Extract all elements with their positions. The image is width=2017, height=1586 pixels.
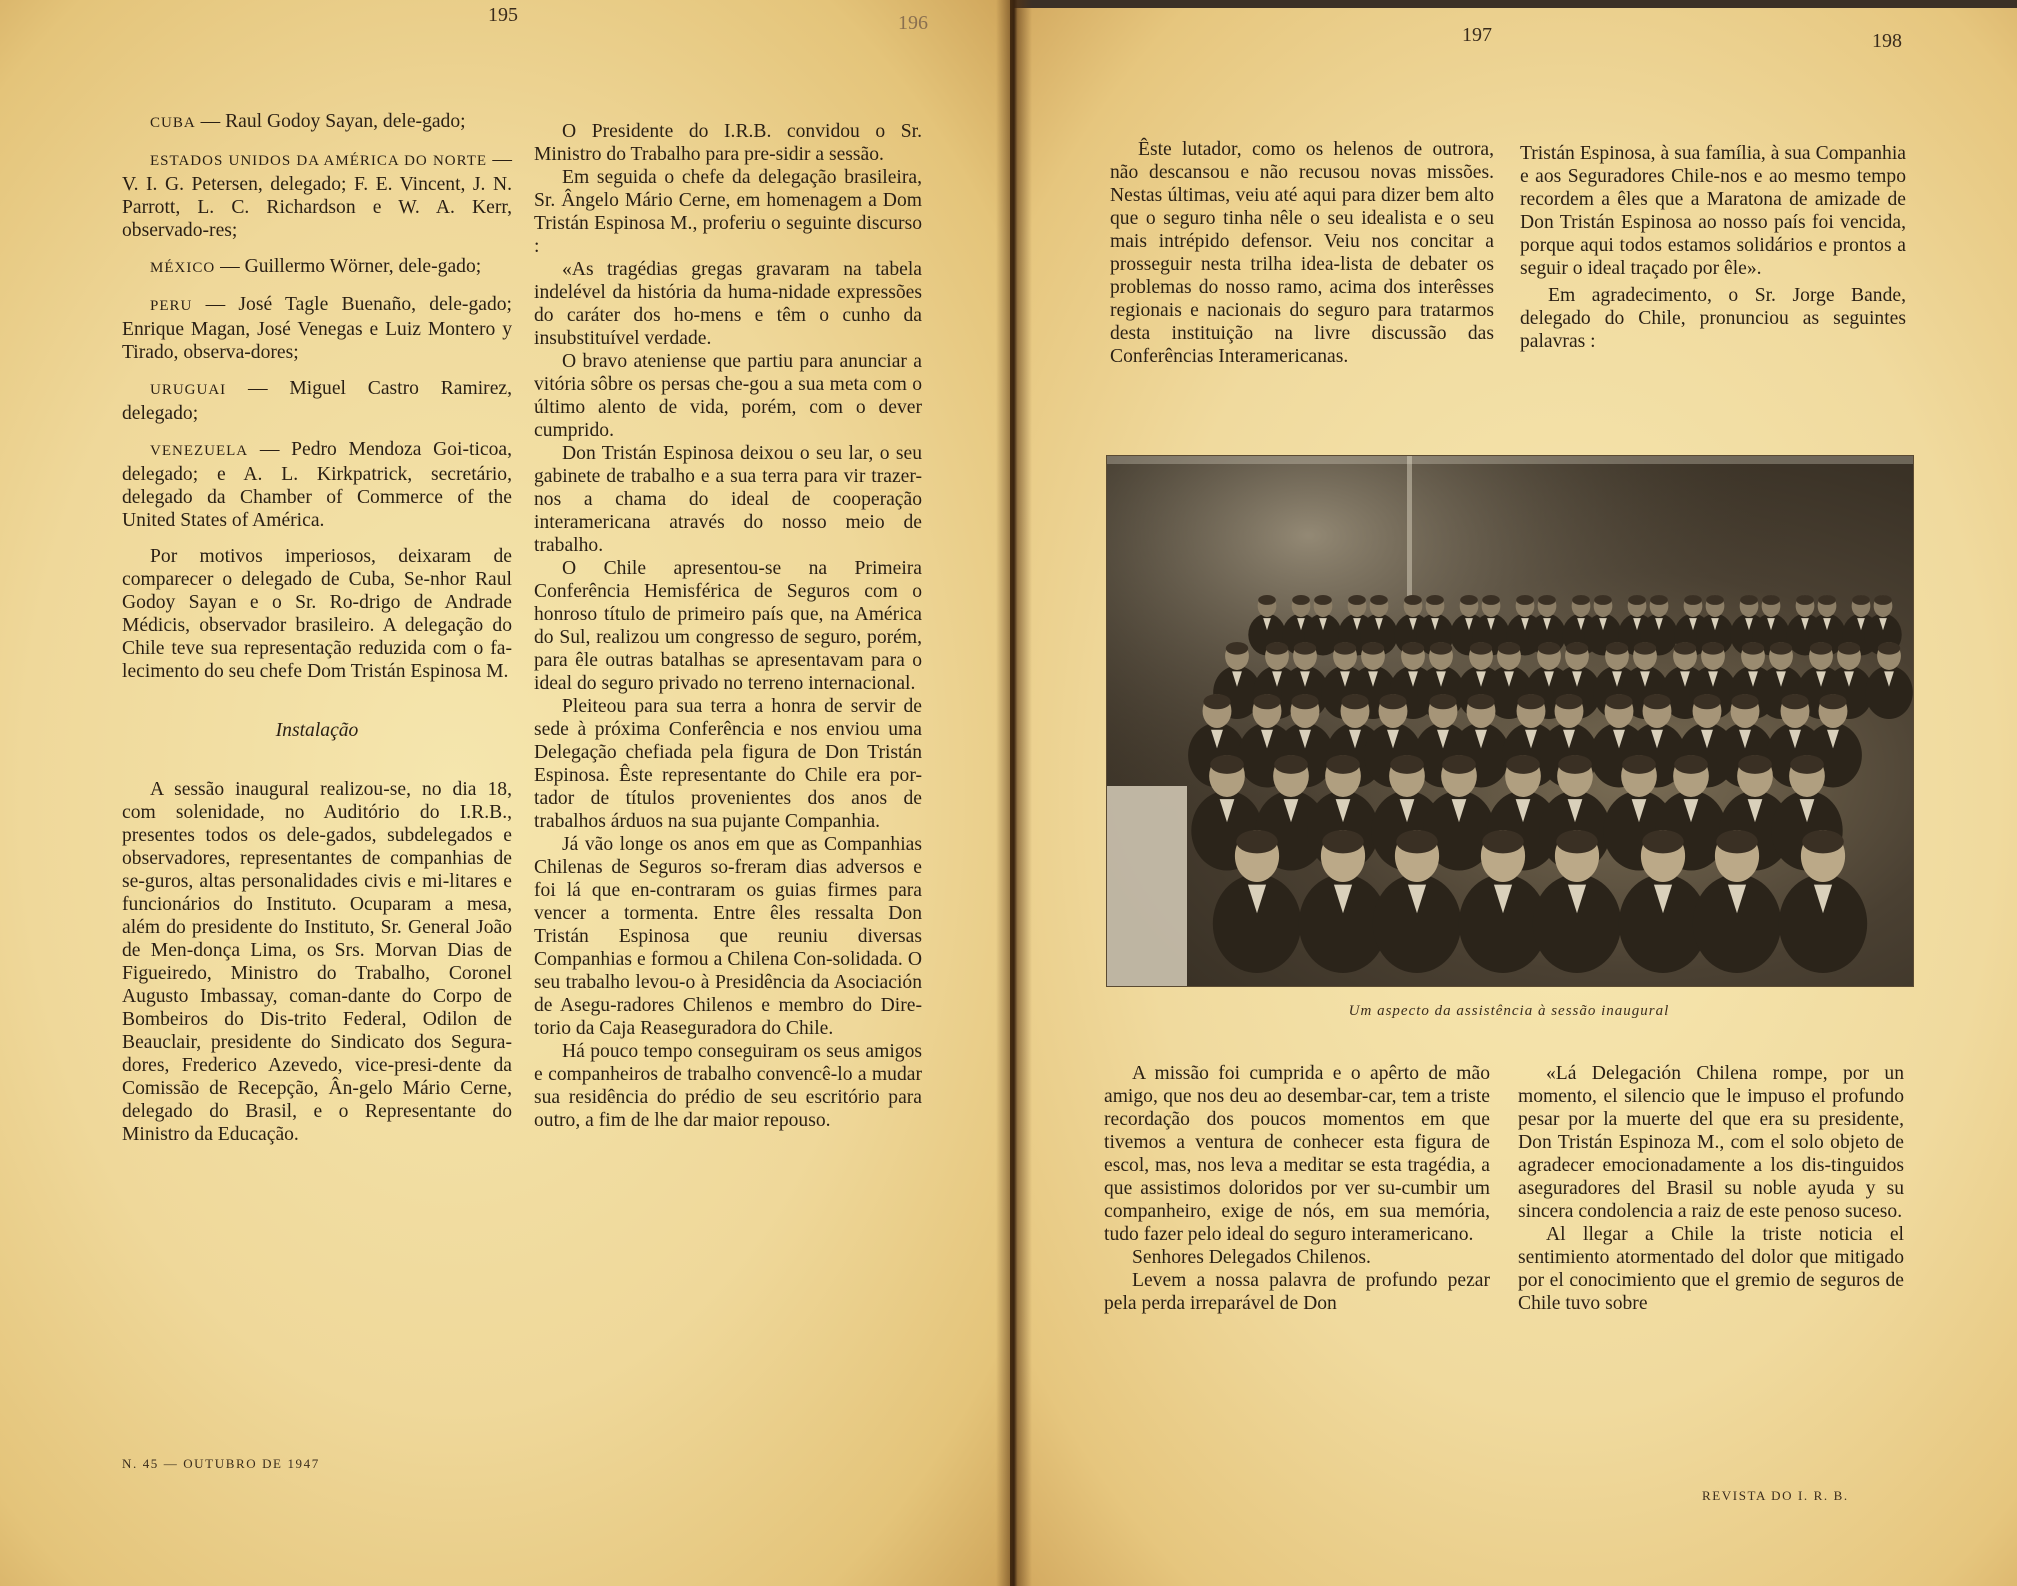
audience-hair	[1674, 755, 1708, 774]
audience-hair	[1790, 755, 1824, 774]
audience-hair	[1874, 595, 1892, 605]
delegation-text: — Raul Godoy Sayan, dele-gado;	[200, 111, 466, 132]
paragraph: Senhores Delegados Chilenos.	[1132, 1247, 1371, 1268]
photo-audience	[1106, 455, 1914, 987]
audience-hair	[1482, 830, 1524, 853]
audience-hair	[1390, 755, 1424, 774]
paragraph-session: A sessão inaugural realizou-se, no dia 18, com solenidade, no Auditório do I.R.B., presentes todos os dele-gados, subdelegados e observadores, representantes de companhias de se-guros, altas personalidades civis e mi-litares e funcionários do Instituto. Ocuparam a mesa, além do presidente do Instituto, Sr. General João de Men-donça Lima, os Srs. Morvan Dias de Figueiredo, Ministro do Trabalho, Coronel Augusto Imbassay, coman-dante do Corpo de Bombeiros do Dis-trito Federal, Odilon de Beauclair, presidente do Sindicato dos Segura-dores, Frederico Azevedo, vice-presi-dente da Comissão de Recepção, Ân-gelo Mário Cerne, delegado do Brasil, e o Representante do Ministro da Educação.	[122, 779, 512, 1145]
page-number-195: 195	[488, 4, 518, 26]
delegation-peru	[122, 293, 512, 364]
audience-hair	[1266, 642, 1288, 655]
audience-hair	[1796, 595, 1814, 605]
audience-hair	[1517, 694, 1544, 709]
audience-hair	[1693, 694, 1720, 709]
paragraph: «Lá Delegación Chilena rompe, por un momento, el silencio que le impuso el profundo pesar por la muerte del que era su presidente, Don Tristán Espinoza M., com el solo objeto de agradecer emocionadamente a los dis-tinguidos aseguradores del Brasil su noble ayuda y su sincera condolencia a raiz de este penoso suceso.	[1518, 1063, 1904, 1222]
delegation-cuba	[122, 110, 512, 135]
paragraph: Tristán Espinosa, à sua família, à sua Companhia e aos Seguradores Chile-nos e ao mesmo tempo recordem a êles que a Maratona de amizade de Don Tristán Espinosa ao nosso país foi vencida, porque aqui todos estamos solidários e prontos a seguir o ideal traçado por êle».	[1520, 143, 1906, 279]
audience-hair	[1838, 642, 1860, 655]
paragraph: Em seguida o chefe da delegação brasileira, Sr. Ângelo Mário Cerne, em homenagem a Dom Tristán Espinosa M., proferiu o seguinte discurso :	[534, 167, 922, 257]
paragraph-absences: Por motivos imperiosos, deixaram de comparecer o delegado de Cuba, Se-nhor Raul Godoy Sayan e o Sr. Ro-drigo de Andrade Médicis, observador brasileiro. A delegação do Chile teve sua representação reduzida com o fa-lecimento do seu chefe Dom Tristán Espinosa M.	[122, 546, 512, 682]
audience-hair	[1370, 595, 1388, 605]
audience-hair	[1556, 830, 1598, 853]
page-number-197: 197	[1462, 24, 1492, 46]
audience-hair	[1291, 694, 1318, 709]
column-2	[534, 120, 922, 1132]
column-4	[1520, 142, 1906, 353]
paragraph: Há pouco tempo conseguiram os seus amigos e companheiros de trabalho convencê-lo a mudar sua residência do prédio de seu escritório para outro, a fim de lhe dar maior repouso.	[534, 1041, 922, 1131]
audience-hair	[1467, 694, 1494, 709]
audience-hair	[1470, 642, 1492, 655]
column-1	[122, 110, 512, 1159]
audience-hair	[1802, 830, 1844, 853]
audience-hair	[1781, 694, 1808, 709]
delegation-mexico	[122, 255, 512, 280]
audience-hair	[1292, 595, 1310, 605]
audience-hair	[1482, 595, 1500, 605]
audience-hair	[1606, 642, 1628, 655]
delegation-text: — Pedro Mendoza Goi-ticoa, delegado; e A. L. Kirkpatrick, secretário, delegado da Chamber of Commerce of the United States of América.	[122, 439, 512, 531]
delegation-uruguai	[122, 377, 512, 425]
audience-hair	[1742, 642, 1764, 655]
audience-hair	[1819, 694, 1846, 709]
country-label: ESTADOS UNIDOS DA AMÉRICA DO NORTE	[150, 153, 488, 169]
audience-hair	[1555, 694, 1582, 709]
audience-hair	[1740, 595, 1758, 605]
country-label: VENEZUELA	[150, 443, 249, 459]
audience-hair	[1460, 595, 1478, 605]
audience-hair	[1203, 694, 1230, 709]
delegation-eua	[122, 148, 512, 242]
audience-hair	[1878, 642, 1900, 655]
audience-hair	[1770, 642, 1792, 655]
column-5	[1104, 1062, 1490, 1315]
country-label: PERU	[150, 298, 193, 314]
audience-hair	[1642, 830, 1684, 853]
audience-hair	[1706, 595, 1724, 605]
delegation-text: — V. I. G. Petersen, delegado; F. E. Vincent, J. N. Parrott, L. C. Richardson e W. A. Kerr, observado-res;	[122, 149, 512, 241]
section-heading-instalacao: Instalação	[275, 720, 359, 741]
audience-hair	[1594, 595, 1612, 605]
audience-hair	[1716, 830, 1758, 853]
audience-hair	[1341, 694, 1368, 709]
audience-hair	[1566, 642, 1588, 655]
audience-hair	[1236, 830, 1278, 853]
audience-hair	[1634, 642, 1656, 655]
paragraph: Em agradecimento, o Sr. Jorge Bande, delegado do Chile, pronunciou as seguintes palavras :	[1520, 285, 1906, 352]
paragraph: O Chile apresentou-se na Primeira Conferência Hemisférica de Seguros com o honroso título de primeiro país que, na América do Sul, realizou um congresso de seguro, porém, para êle outras batalhas se apresentavam para o ideal do seguro privado no terreno internacional.	[534, 558, 922, 694]
audience-hair	[1731, 694, 1758, 709]
page-number-196: 196	[898, 12, 928, 34]
audience-hair	[1322, 830, 1364, 853]
audience-hair	[1404, 595, 1422, 605]
delegation-venezuela	[122, 438, 512, 532]
audience-hair	[1396, 830, 1438, 853]
audience-hair	[1430, 642, 1452, 655]
paragraph: Já vão longe os anos em que as Companhias Chilenas de Seguros so-freram dias adversos e foi lá que en-contraram os guias firmes para vencer a tormenta. Entre êles ressalta Don Tristán Espinosa que reuniu diversas Companhias e formou a Chilena Con-solidada. O seu trabalho levou-o à Presidência da Asociación de Asegu-radores Chilenos e membro do Dire-torio da Caja Reaseguradora do Chile.	[534, 834, 922, 1039]
audience-hair	[1426, 595, 1444, 605]
paragraph: Levem a nossa palavra de profundo pezar pela perda irreparável de Don	[1104, 1270, 1490, 1314]
audience-hair	[1643, 694, 1670, 709]
audience-hair	[1628, 595, 1646, 605]
paragraph: O Presidente do I.R.B. convidou o Sr. Ministro do Trabalho para pre-sidir a sessão.	[534, 121, 922, 165]
audience-hair	[1314, 595, 1332, 605]
audience-hair	[1538, 595, 1556, 605]
book-gutter	[996, 0, 1032, 1586]
audience-hair	[1379, 694, 1406, 709]
photo-caption: Um aspecto da assistência à sessão inaugural	[1348, 1003, 1670, 1019]
paragraph: Pleiteou para sua terra a honra de servir de sede à próxima Conferência e nos enviou uma Delegação chefiada pela figura de Don Tristán Espinosa. Êste representante do Chile era por-tador de títulos provenientes dos anos de trabalhos árduos na sua pujante Companhia.	[534, 696, 922, 832]
audience-hair	[1506, 755, 1540, 774]
paragraph: A missão foi cumprida e o apêrto de mão amigo, que nos deu ao desembar-car, tem a triste recordação dos poucos momentos em que tivemos a ventura de conhecer esta figura de escol, mas, nos leva a meditar se esta tragédia, a que assistimos doloridos por ver su-cumbir um companheiro, exige de nós, em sua memória, tudo fazer pelo ideal do seguro interamericano.	[1104, 1063, 1490, 1245]
audience-hair	[1362, 642, 1384, 655]
audience-hair	[1572, 595, 1590, 605]
audience-hair	[1762, 595, 1780, 605]
audience-hair	[1429, 694, 1456, 709]
audience-hair	[1650, 595, 1668, 605]
audience-hair	[1253, 694, 1280, 709]
audience-hair	[1442, 755, 1476, 774]
delegation-text: — José Tagle Buenaño, dele-gado; Enrique Magan, José Venegas e Luiz Montero y Tirado, observa-dores;	[122, 294, 512, 363]
audience-hair	[1605, 694, 1632, 709]
paragraph: Al llegar a Chile la triste noticia el sentimiento atormentado del dolor que mitigado por el conocimiento que el gremio de seguros de Chile tuvo sobre	[1518, 1224, 1904, 1314]
audience-hair	[1258, 595, 1276, 605]
paragraph: Don Tristán Espinosa deixou o seu lar, o seu gabinete de trabalho e a sua terra para vir trazer-nos a chama do ideal de cooperação interamericana através do nosso meio de trabalho.	[534, 443, 922, 556]
country-label: MÉXICO	[150, 260, 216, 276]
audience-hair	[1674, 642, 1696, 655]
audience-hair	[1294, 642, 1316, 655]
paragraph: «As tragédias gregas gravaram na tabela indelével da história da huma-nidade expressões do caráter dos ho-mens e têm o cunho da insubstituível verdade.	[534, 259, 922, 349]
audience-hair	[1402, 642, 1424, 655]
audience-hair	[1558, 755, 1592, 774]
audience-hair	[1498, 642, 1520, 655]
audience-hair	[1622, 755, 1656, 774]
audience-hair	[1516, 595, 1534, 605]
audience-hair	[1326, 755, 1360, 774]
footer-issue: N. 45 — OUTUBRO DE 1947	[122, 1456, 320, 1471]
audience-hair	[1810, 642, 1832, 655]
delegation-text: — Miguel Castro Ramirez, delegado;	[122, 378, 513, 424]
column-3	[1110, 138, 1494, 368]
column-6	[1518, 1062, 1904, 1315]
country-label: CUBA	[150, 115, 196, 131]
audience-hair	[1274, 755, 1308, 774]
audience-hair	[1702, 642, 1724, 655]
page-number-198: 198	[1872, 30, 1902, 52]
audience-hair	[1684, 595, 1702, 605]
paragraph: O bravo ateniense que partiu para anunciar a vitória sôbre os persas che-gou a sua meta com o último alento de vida, porém, com o dever cumprido.	[534, 351, 922, 441]
audience-photo-drawing	[1107, 456, 1913, 986]
delegation-text: — Guillermo Wörner, dele-gado;	[220, 256, 482, 277]
book-top-edge	[1014, 0, 2017, 8]
paragraph: Êste lutador, como os helenos de outrora, não descansou e não recusou novas missões. Nestas últimas, veiu até aqui para dizer bem alto que o seguro tinha nêle o seu idealista e o seu mais intrépido defensor. Veiu nos concitar a prosseguir nesta trilha idea-lista de debater os problemas do nosso ramo, acima dos interêsses regionais e nacionais do seguro para tratarmos desta instituição na livre discussão das Conferências Interamericanas.	[1110, 139, 1494, 367]
audience-hair	[1818, 595, 1836, 605]
audience-hair	[1348, 595, 1366, 605]
footer-journal: REVISTA DO I. R. B.	[1702, 1488, 1849, 1503]
audience-hair	[1852, 595, 1870, 605]
audience-hair	[1738, 755, 1772, 774]
audience-hair	[1334, 642, 1356, 655]
country-label: URUGUAI	[150, 382, 227, 398]
audience-hair	[1210, 755, 1244, 774]
audience-hair	[1538, 642, 1560, 655]
audience-hair	[1226, 642, 1248, 655]
